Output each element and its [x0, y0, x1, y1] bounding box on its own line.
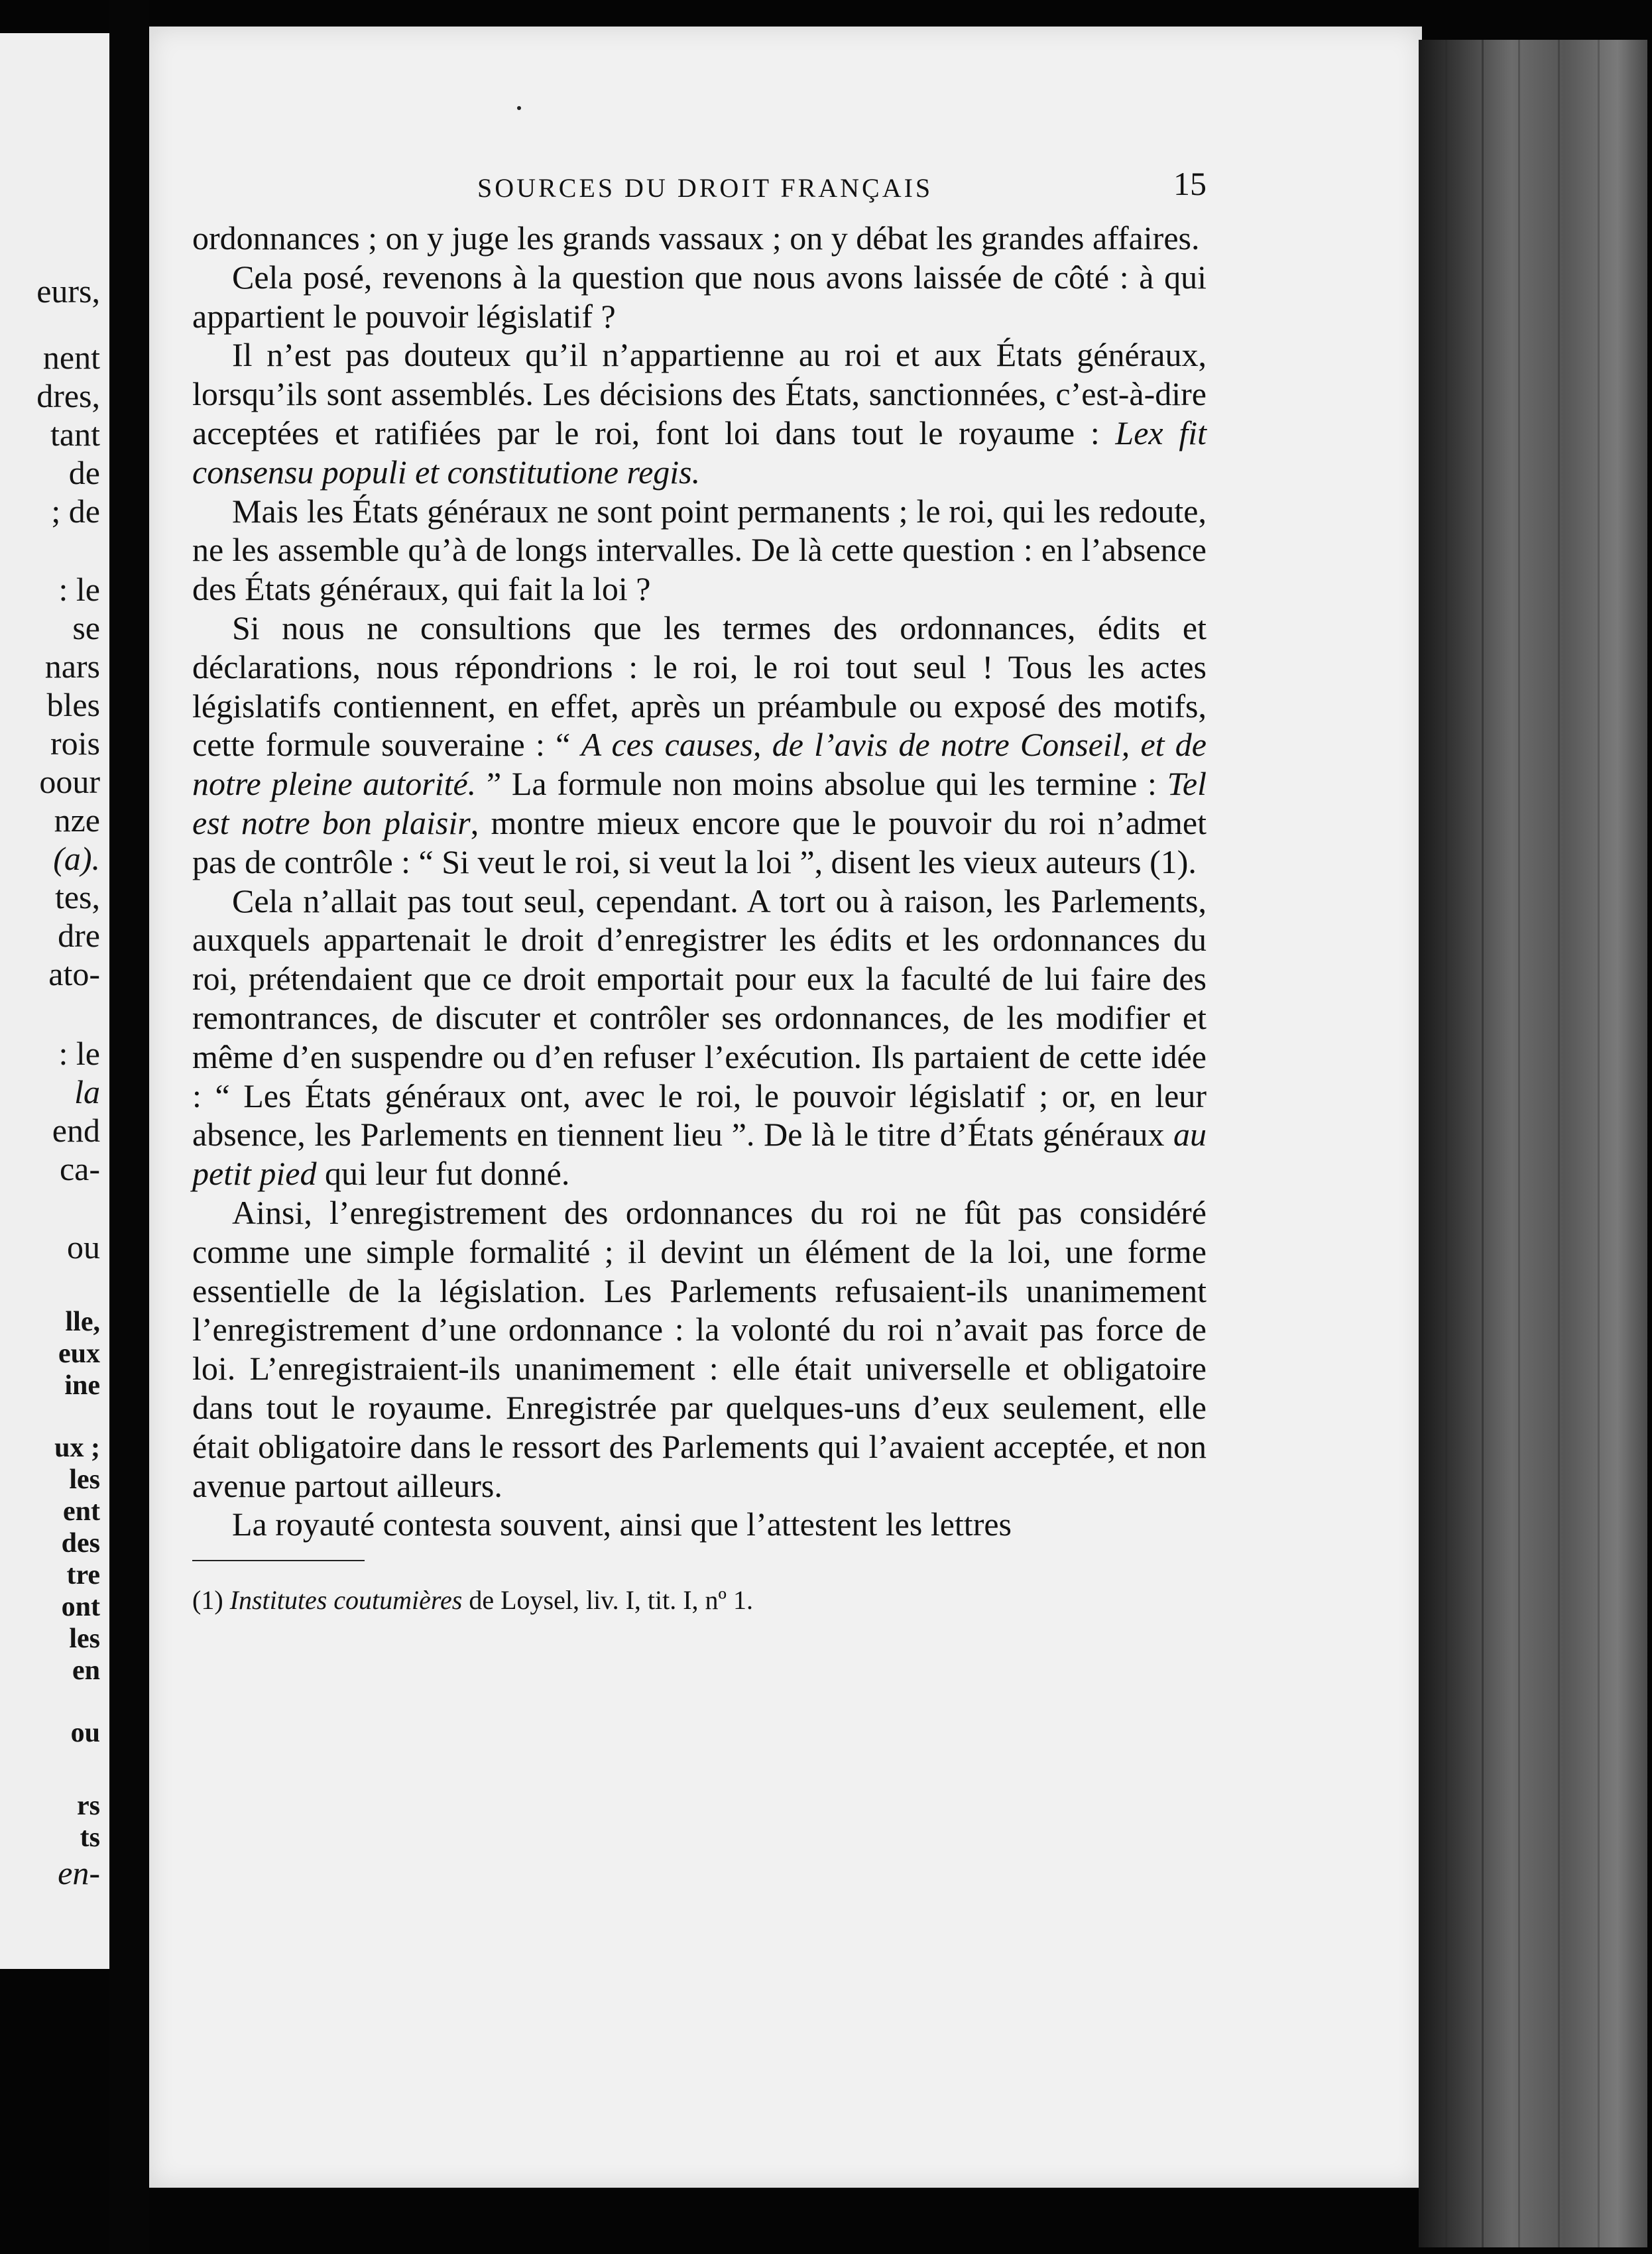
- book-gutter: [109, 0, 149, 2254]
- footnote-rest: de Loysel, liv. I, tit. I, nº 1.: [462, 1585, 753, 1616]
- book-edge: [1419, 40, 1647, 2247]
- page-number: 15: [1173, 165, 1207, 202]
- ink-speck: [517, 106, 521, 110]
- margin-fragment: de: [68, 454, 100, 491]
- italic-segment: Tel est notre bon plaisir: [192, 765, 1207, 841]
- margin-fragment: ts: [80, 1822, 100, 1853]
- margin-fragment: (a).: [53, 840, 100, 877]
- margin-fragment: ux ;: [54, 1433, 100, 1463]
- margin-fragment: ca-: [59, 1150, 100, 1187]
- text-segment: Si nous ne consultions que les termes des ordonnances, édits et déclarations, nous répondrions : le roi, le roi tout seul ! Tous les actes législatifs contiennent, en effet, après un préambule ou exposé des motifs, cette formule souveraine : “: [192, 609, 1207, 764]
- running-title: SOURCES DU DROIT FRANÇAIS: [477, 173, 933, 203]
- margin-fragment: end: [52, 1112, 100, 1149]
- margin-fragment: dre: [58, 917, 100, 954]
- paragraph: [192, 1505, 1207, 1544]
- paragraph: [192, 258, 1207, 336]
- margin-fragment: ont: [61, 1592, 100, 1622]
- margin-fragment: en-: [58, 1854, 100, 1891]
- margin-fragment: nze: [54, 801, 100, 839]
- margin-fragment: eux: [58, 1338, 100, 1369]
- text-segment: Il n’est pas douteux qu’il n’appartienne au roi et aux États généraux, lorsqu’ils sont assemblés. Les décisions des États, sanctionnées, c’est-à-dire acceptées et ratifiées par le roi, font loi dans tout le royaume :: [192, 336, 1207, 451]
- footnote-rule: [192, 1560, 365, 1561]
- margin-fragment: nars: [44, 648, 100, 685]
- paragraph: [192, 609, 1207, 882]
- margin-fragment: lle,: [65, 1307, 100, 1337]
- margin-fragment: rois: [50, 725, 100, 762]
- margin-fragment: : le: [58, 1035, 100, 1072]
- paragraph: [192, 492, 1207, 609]
- paragraph: [192, 1193, 1207, 1505]
- margin-fragment: la: [74, 1073, 100, 1110]
- margin-fragment: tre: [66, 1560, 100, 1590]
- facing-page-fragment: [0, 33, 109, 1969]
- body-text: [192, 219, 1207, 1544]
- margin-fragment: en: [72, 1655, 100, 1686]
- margin-fragment: tant: [50, 416, 100, 453]
- italic-segment: Lex fit consensu populi et constitutione regis.: [192, 414, 1207, 491]
- margin-fragment: des: [61, 1528, 100, 1559]
- footnote: [192, 1584, 1207, 1617]
- margin-fragment: ent: [63, 1496, 100, 1527]
- text-segment: ordonnances ; on y juge les grands vassaux ; on y débat les grandes affaires.: [192, 219, 1200, 257]
- italic-segment: au petit pied: [192, 1116, 1207, 1193]
- margin-fragment: ine: [64, 1370, 100, 1401]
- margin-fragment: tes,: [54, 878, 100, 916]
- margin-fragment: : le: [58, 571, 100, 608]
- paragraph: [192, 882, 1207, 1193]
- margin-fragment: les: [69, 1624, 100, 1654]
- footnote-marker: (1): [192, 1585, 223, 1616]
- margin-fragment: rs: [77, 1791, 100, 1821]
- margin-fragment: eurs,: [36, 272, 100, 310]
- margin-fragment: se: [72, 609, 100, 646]
- paragraph: [192, 219, 1207, 258]
- margin-fragment: oour: [39, 763, 100, 800]
- text-segment: Cela n’allait pas tout seul, cependant. A tort ou à raison, les Parlements, auxquels appartenait le droit d’enregistrer les édits et les ordonnances du roi, prétendaient que ce droit emportait pour eux la faculté de lui faire des remontrances, de discuter et contrôler ses ordonnances, de les modifier et même d’en suspendre ou d’en refuser l’exécution. Ils partaient de cette idée : “ Les États généraux ont, avec le roi, le pouvoir législatif ; or, en leur absence, les Parlements en tiennent lieu ”. De là le titre d’États généraux: [192, 882, 1207, 1154]
- margin-fragment: ato-: [48, 955, 100, 992]
- margin-fragment: ou: [70, 1718, 100, 1748]
- text-segment: ” La formule non moins absolue qui les termine :: [476, 765, 1167, 803]
- italic-segment: A ces causes, de l’avis de notre Conseil, et de notre pleine autorité.: [192, 726, 1207, 803]
- footnote-title: Institutes coutumières: [229, 1585, 463, 1616]
- margin-fragment: les: [69, 1464, 100, 1495]
- margin-fragment: bles: [46, 686, 100, 723]
- margin-fragment: ou: [67, 1228, 100, 1266]
- text-segment: Mais les États généraux ne sont point permanents ; le roi, qui les redoute, ne les assemble qu’à de longs intervalles. De là cette question : en l’absence des États généraux, qui fait la loi ?: [192, 492, 1207, 608]
- text-segment: Cela posé, revenons à la question que nous avons laissée de côté : à qui appartient le pouvoir législatif ?: [192, 258, 1207, 335]
- text-segment: , montre mieux encore que le pouvoir du roi n’admet pas de contrôle : “ Si veut le roi, si veut la loi ”, disent les vieux auteurs (1).: [192, 803, 1207, 880]
- text-segment: La royauté contesta souvent, ainsi que l’attestent les lettres: [232, 1506, 1012, 1543]
- margin-fragment: dres,: [36, 377, 100, 414]
- margin-fragment: nent: [42, 339, 100, 376]
- margin-fragment: ; de: [51, 493, 100, 530]
- text-segment: qui leur fut donné.: [316, 1155, 570, 1193]
- paragraph: [192, 335, 1207, 491]
- page-content: [192, 165, 1207, 1617]
- running-head: [192, 165, 1207, 219]
- text-segment: Ainsi, l’enregistrement des ordonnances du roi ne fût pas considéré comme une simple formalité ; il devint un élément de la loi, une forme essentielle de la législation. Les Parlements refusaient-ils unanimement l’enregistrement d’une ordonnance : la volonté du roi n’avait pas force de loi. L’enregistraient-ils unanimement : elle était universelle et obligatoire dans tout le royaume. Enregistrée par quelques-uns d’eux seulement, elle était obligatoire dans le ressort des Parlements qui l’avaient acceptée, et non avenue partout ailleurs.: [192, 1193, 1207, 1504]
